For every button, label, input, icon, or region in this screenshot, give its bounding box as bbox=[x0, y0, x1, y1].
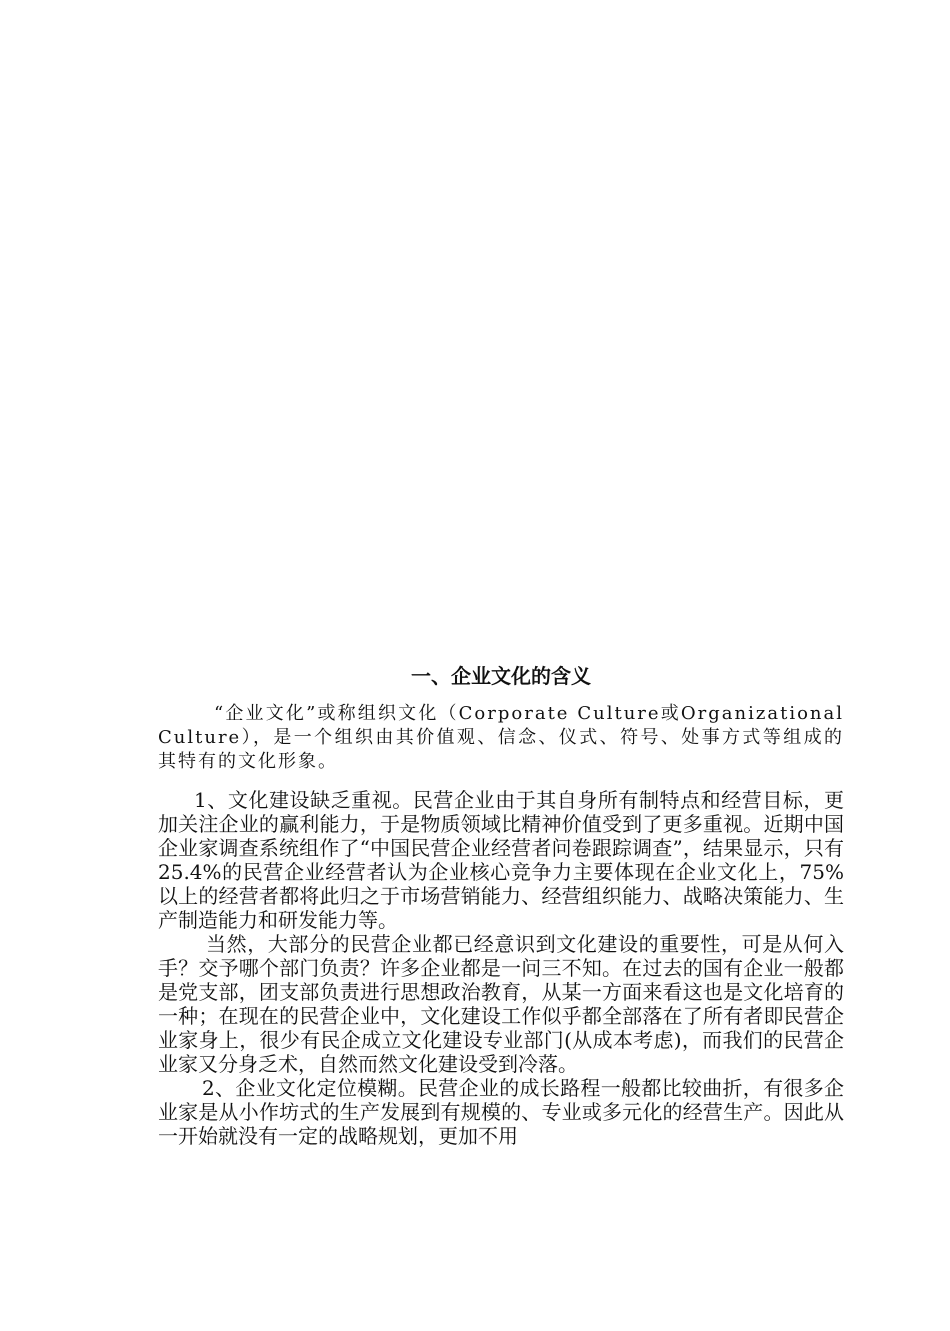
paragraph-responsibility: 当然，大部分的民营企业都已经意识到文化建设的重要性，可是从何入手？交予哪个部门负责？许多企业都是一问三不知。在过去的国有企业一般都是党支部，团支部负责进行思想政治教育，从某一方面来看这也是文化培育的一种；在现在的民营企业中，文化建设工作似乎都全部落在了所有者即民营企业家身上，很少有民企成立文化建设专业部门(从成本考虑)，而我们的民营企业家又分身乏术，自然而然文化建设受到冷落。 bbox=[158, 932, 844, 1076]
document-body bbox=[158, 662, 844, 1148]
paragraph-culture-neglect: 1、文化建设缺乏重视。民营企业由于其自身所有制特点和经营目标，更加关注企业的赢利能力，于是物质领域比精神价值受到了更多重视。近期中国企业家调查系统组作了“中国民营企业经营者问卷跟踪调查”，结果显示，只有25.4%的民营企业经营者认为企业核心竞争力主要体现在企业文化上，75%以上的经营者都将此归之于市场营销能力、经营组织能力、战略决策能力、生产制造能力和研发能力等。 bbox=[158, 788, 844, 932]
paragraph-positioning: 2、企业文化定位模糊。民营企业的成长路程一般都比较曲折，有很多企业家是从小作坊式的生产发展到有规模的、专业或多元化的经营生产。因此从一开始就没有一定的战略规划，更加不用 bbox=[158, 1076, 844, 1148]
definition-paragraph: “企业文化”或称组织文化（Corporate Culture或Organizational Culture），是一个组织由其价值观、信念、仪式、符号、处事方式等组成的其特有的文化形象。 bbox=[158, 703, 844, 772]
section-heading: 一、企业文化的含义 bbox=[411, 664, 591, 688]
